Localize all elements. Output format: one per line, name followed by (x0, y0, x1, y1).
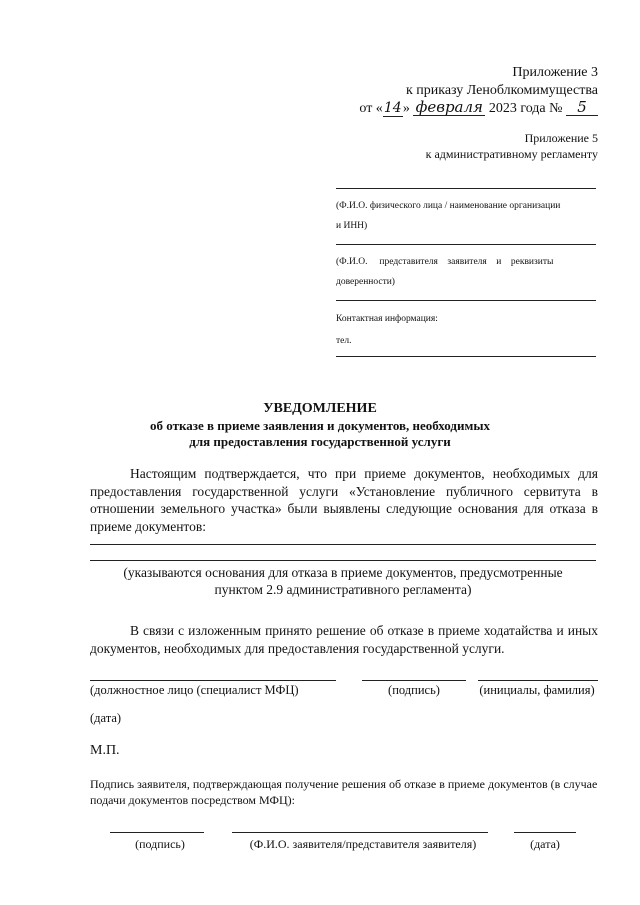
confirmation-paragraph: Настоящим подтверждается, что при приеме документов, необходимых для предоставления государственной услуги «Установление публичного сервитута в отношении земельного участка» были выявлены следующие основания для отказа в приеме документов: (90, 466, 598, 534)
phone-label: тел. (336, 336, 352, 346)
header-block (298, 64, 598, 118)
handwritten-day: 14 (383, 100, 402, 116)
reasons-note: (указываются основания для отказа в приеме документов, предусмотренные пунктом 2.9 административного регламента) (123, 565, 563, 597)
applicant-label: (Ф.И.О. физического лица / наименование организации и ИНН) (336, 201, 561, 231)
signature-line (362, 680, 466, 681)
applicant-date-line (514, 832, 576, 833)
name-label: (инициалы, фамилия) (479, 683, 595, 697)
stamp-label: М.П. (90, 743, 120, 758)
representative-line (336, 244, 596, 245)
date-label: (дата) (90, 711, 122, 725)
reasons-line-2 (90, 560, 596, 561)
applicant-signature-label: (подпись) (135, 837, 185, 851)
representative-label: (Ф.И.О. представителя заявителя и реквизиты доверенности) (336, 257, 554, 287)
appendix-subtitle: к административному регламенту (425, 147, 598, 161)
header-date-line: от «14» февраля 2023 года № 5 (298, 100, 598, 118)
applicant-signature-line (110, 832, 204, 833)
signature-label: (подпись) (388, 683, 440, 697)
handwritten-number: 5 (566, 100, 598, 116)
notice-subtitle-1: об отказе в приеме заявления и документов, необходимых (149, 418, 490, 433)
applicant-confirmation-text: Подпись заявителя, подтверждающая получение решения об отказе в приеме документов (в случае подачи документов посредством МФЦ): (90, 777, 598, 807)
notice-title: УВЕДОМЛЕНИЕ (263, 401, 377, 416)
applicant-name-label: (Ф.И.О. заявителя/представителя заявителя) (249, 837, 477, 851)
appendix-title: Приложение 5 (524, 131, 598, 145)
contact-line-bottom (336, 356, 596, 357)
name-line (478, 680, 598, 681)
notice-title-block (60, 400, 580, 450)
reasons-line-1 (90, 544, 596, 545)
contact-line-top (336, 300, 596, 301)
appendix-block (298, 130, 598, 162)
contact-label: Контактная информация: (336, 314, 438, 324)
notice-subtitle-2: для предоставления государственной услуги (189, 434, 451, 449)
position-label: (должностное лицо (специалист МФЦ) (90, 683, 299, 697)
applicant-date-label: (дата) (530, 837, 560, 851)
handwritten-month: февраля (413, 100, 485, 116)
applicant-line (336, 188, 596, 189)
decision-paragraph: В связи с изложенным принято решение об отказе в приеме ходатайства и иных документов, необходимых для предоставления государственной услуги. (90, 623, 598, 656)
contact-block (336, 308, 598, 352)
header-appendix-line: Приложение 3 (512, 65, 598, 80)
position-line (90, 680, 336, 681)
applicant-name-line (232, 832, 488, 833)
header-order-line: к приказу Леноблкомимущества (405, 83, 598, 98)
